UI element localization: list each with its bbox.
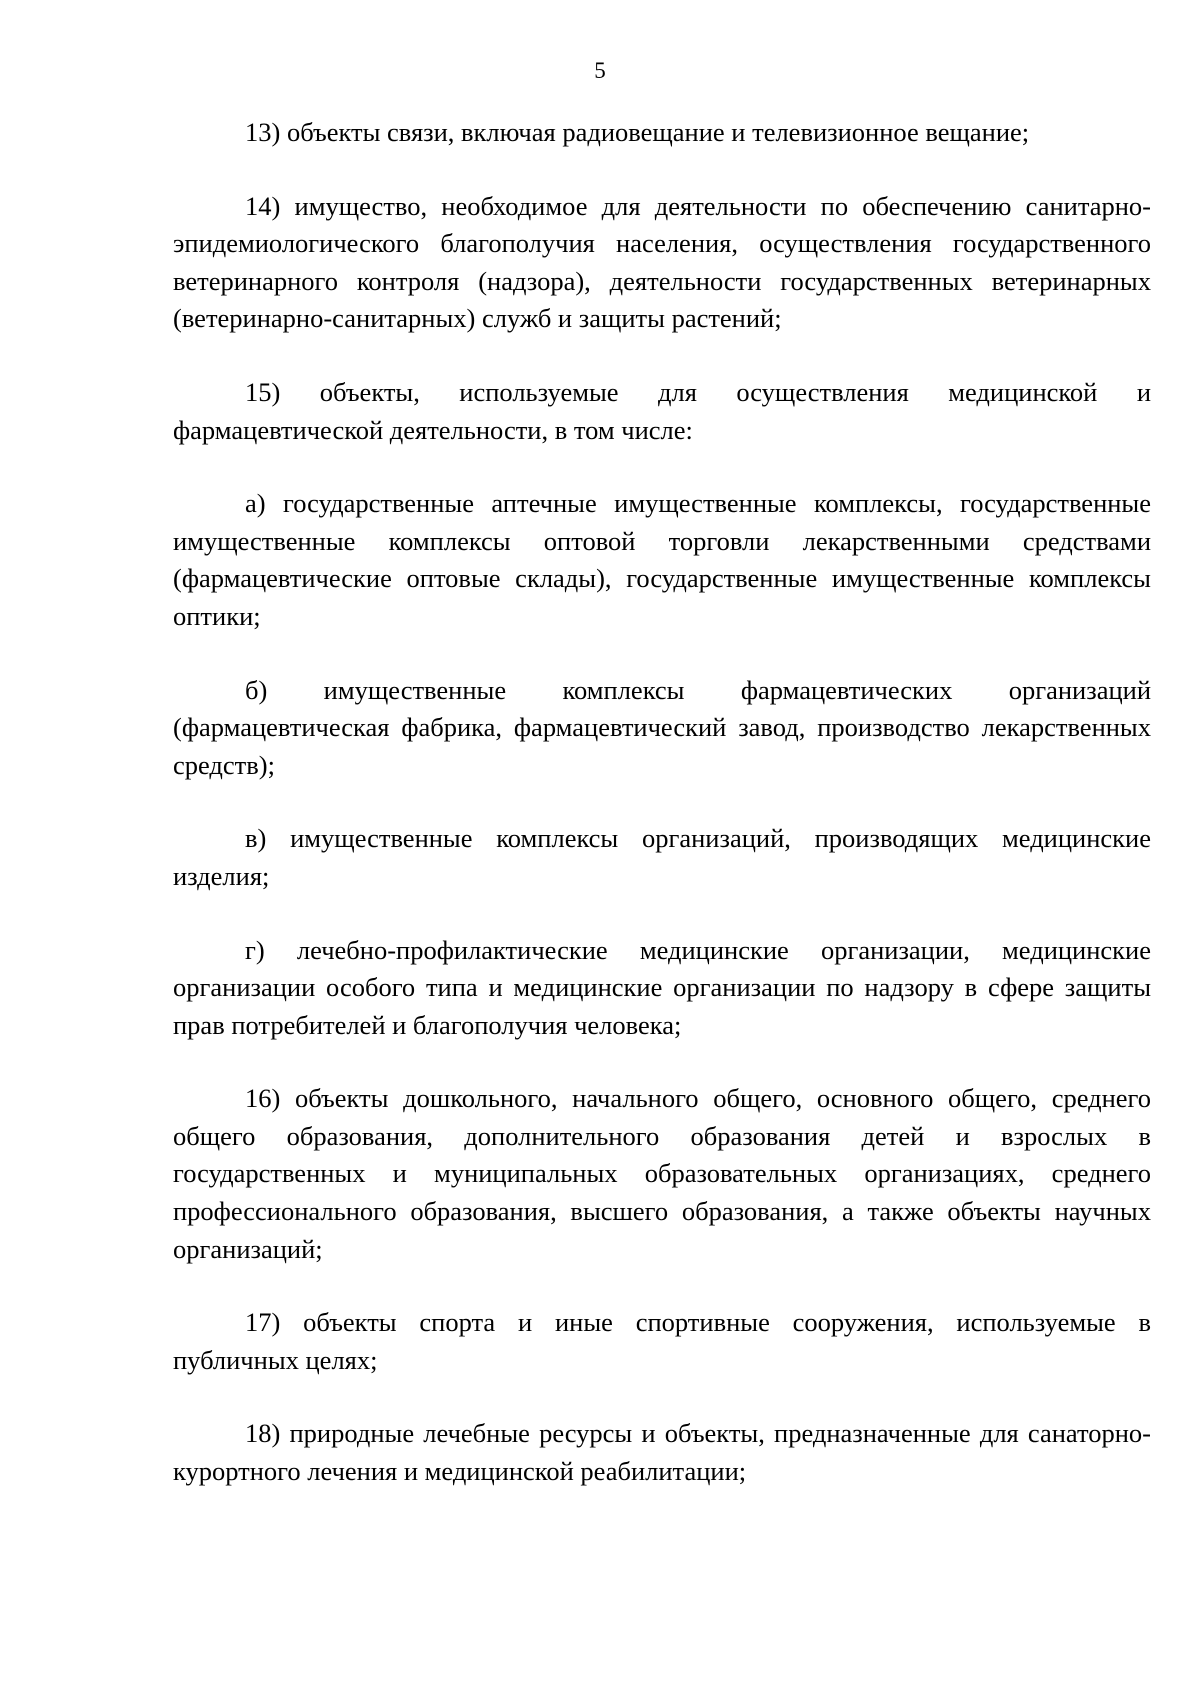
- paragraph-item-14: 14) имущество, необходимое для деятельности по обеспечению санитарно-эпидемиологического благополучия населения, осуществления государственного ветеринарного контроля (надзора), деятельности государственных ветеринарных (ветеринарно-санитарных) служб и защиты растений;: [173, 190, 1151, 334]
- page-number: 5: [594, 58, 606, 83]
- paragraph-item-16: 16) объекты дошкольного, начального общего, основного общего, среднего общего образования, дополнительного образования детей и взрослых в государственных и муниципальных образовательных организациях, среднего профессионального образования, высшего образования, а также объекты научных организаций;: [173, 1083, 1151, 1264]
- document-body: [173, 114, 1151, 1527]
- paragraph-item-18: 18) природные лечебные ресурсы и объекты, предназначенные для санаторно-курортного лечения и медицинской реабилитации;: [173, 1418, 1151, 1487]
- paragraph-subitem-a: а) государственные аптечные имущественные комплексы, государственные имущественные комплексы оптовой торговли лекарственными средствами (фармацевтические оптовые склады), государственные имущественные комплексы оптики;: [173, 488, 1151, 631]
- paragraph-item-15: 15) объекты, используемые для осуществления медицинской и фармацевтической деятельности, в том числе:: [173, 376, 1151, 445]
- paragraph-subitem-v: в) имущественные комплексы организаций, производящих медицинские изделия;: [173, 823, 1151, 891]
- paragraph-item-17: 17) объекты спорта и иные спортивные сооружения, используемые в публичных целях;: [173, 1307, 1151, 1375]
- paragraph-item-13: 13) объекты связи, включая радиовещание и телевизионное вещание;: [245, 117, 1030, 147]
- paragraph-subitem-b: б) имущественные комплексы фармацевтических организаций (фармацевтическая фабрика, фармацевтический завод, производство лекарственных средств);: [173, 674, 1151, 780]
- paragraph-subitem-g: г) лечебно-профилактические медицинские организации, медицинские организации особого типа и медицинские организации по надзору в сфере защиты прав потребителей и благополучия человека;: [173, 934, 1151, 1040]
